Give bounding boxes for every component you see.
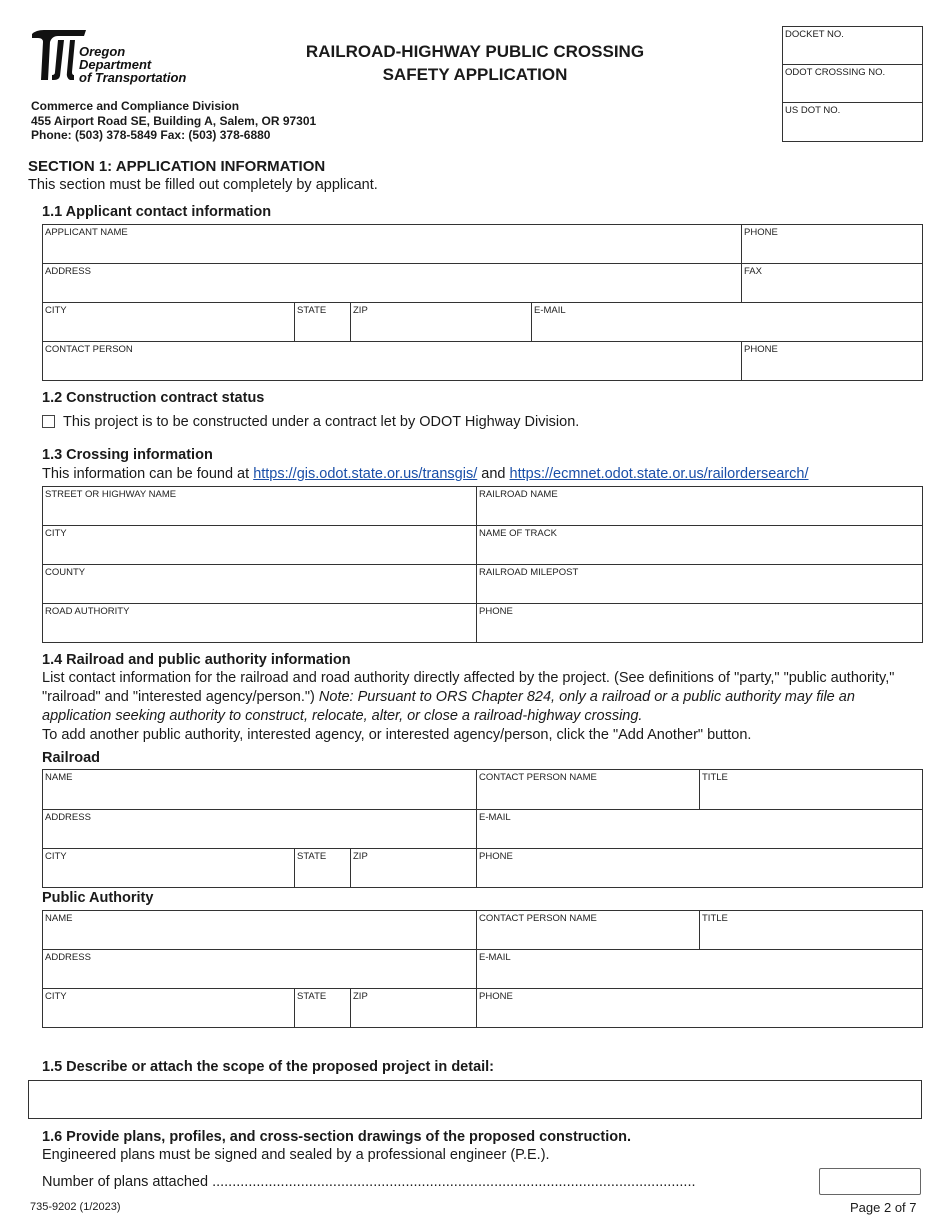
section-1-4-paragraph bbox=[42, 669, 922, 726]
railroad-zip-field[interactable] bbox=[350, 849, 476, 888]
railroad-name-label: RAILROAD NAME bbox=[479, 489, 558, 500]
authority-zip-field[interactable] bbox=[350, 989, 476, 1028]
street-name-field[interactable] bbox=[43, 487, 476, 525]
track-name-field[interactable] bbox=[476, 526, 922, 564]
applicant-state-field[interactable] bbox=[294, 303, 350, 341]
office-use-box bbox=[782, 26, 923, 142]
road-authority-field[interactable] bbox=[43, 604, 476, 643]
section-1-6-title: 1.6 Provide plans, profiles, and cross-section drawings of the proposed construction. bbox=[42, 1129, 631, 1145]
railroad-title-field[interactable] bbox=[699, 770, 922, 809]
page-number: Page 2 of 7 bbox=[850, 1200, 917, 1215]
crossing-no-field[interactable] bbox=[783, 65, 922, 103]
road-authority-phone-label: PHONE bbox=[479, 606, 513, 617]
railroad-phone-field[interactable] bbox=[476, 849, 922, 888]
crossing-info-intro bbox=[42, 465, 809, 484]
contact-phone-field[interactable] bbox=[741, 342, 922, 381]
applicant-zip-label: ZIP bbox=[353, 305, 368, 316]
crossing-city-field[interactable] bbox=[43, 526, 476, 564]
agency-phone-fax: Phone: (503) 378-5849 Fax: (503) 378-6880 bbox=[31, 128, 271, 142]
plans-attached-label: Number of plans attached ........................................................................................................................ bbox=[42, 1174, 696, 1190]
railroad-email-field[interactable] bbox=[476, 810, 922, 848]
road-authority-label: ROAD AUTHORITY bbox=[45, 606, 130, 617]
authority-contact-name-field[interactable] bbox=[476, 911, 699, 949]
usdot-no-label: US DOT NO. bbox=[785, 105, 841, 116]
agency-address-block bbox=[31, 99, 316, 143]
railroad-zip-label: ZIP bbox=[353, 851, 368, 862]
section-1-title: SECTION 1: APPLICATION INFORMATION bbox=[28, 158, 326, 175]
railroad-state-field[interactable] bbox=[294, 849, 350, 888]
crossing-info-grid bbox=[42, 486, 923, 643]
railroad-info-grid bbox=[42, 769, 923, 888]
authority-phone-label: PHONE bbox=[479, 991, 513, 1002]
authority-name-label: NAME bbox=[45, 913, 73, 924]
transgis-link[interactable]: https://gis.odot.state.or.us/transgis/ bbox=[253, 466, 478, 482]
public-authority-grid bbox=[42, 910, 923, 1028]
form-title-line-2: SAFETY APPLICATION bbox=[382, 65, 568, 84]
applicant-address-field[interactable] bbox=[43, 264, 741, 302]
applicant-name-label: APPLICANT NAME bbox=[45, 227, 128, 238]
applicant-email-label: E-MAIL bbox=[534, 305, 566, 316]
logo-line-2: Department bbox=[79, 57, 152, 72]
milepost-field[interactable] bbox=[476, 565, 922, 603]
street-name-label: STREET OR HIGHWAY NAME bbox=[45, 489, 177, 500]
odot-contract-label: This project is to be constructed under a contract let by ODOT Highway Division. bbox=[63, 414, 580, 430]
railroad-address-label: ADDRESS bbox=[45, 812, 91, 823]
authority-city-label: CITY bbox=[45, 991, 67, 1002]
ors-note: Note: Pursuant to ORS Chapter 824, only a railroad or a public authority may file an application seeking authority to construct, relocate, alter, or close a railroad-highway crossing. bbox=[42, 689, 855, 724]
add-another-note: To add another public authority, interested agency, or interested agency/person, click the "Add Another" button. bbox=[42, 727, 752, 743]
authority-title-label: TITLE bbox=[702, 913, 728, 924]
crossing-city-label: CITY bbox=[45, 528, 67, 539]
odot-contract-option[interactable] bbox=[42, 413, 579, 432]
authority-address-label: ADDRESS bbox=[45, 952, 91, 963]
road-authority-phone-field[interactable] bbox=[476, 604, 922, 643]
applicant-phone-label: PHONE bbox=[744, 227, 778, 238]
agency-address: 455 Airport Road SE, Building A, Salem, OR 97301 bbox=[31, 113, 317, 128]
county-label: COUNTY bbox=[45, 567, 86, 578]
agency-logo-text bbox=[79, 45, 186, 84]
railroad-state-label: STATE bbox=[297, 851, 327, 862]
division-name: Commerce and Compliance Division bbox=[31, 99, 240, 113]
railroad-city-field[interactable] bbox=[43, 849, 294, 888]
railroad-email-label: E-MAIL bbox=[479, 812, 511, 823]
authority-address-field[interactable] bbox=[43, 950, 476, 988]
county-field[interactable] bbox=[43, 565, 476, 603]
pe-seal-note: Engineered plans must be signed and sealed by a professional engineer (P.E.). bbox=[42, 1147, 550, 1163]
applicant-email-field[interactable] bbox=[531, 303, 922, 341]
railorder-search-link[interactable]: https://ecmnet.odot.state.or.us/railordersearch/ bbox=[509, 466, 809, 482]
railroad-contact-name-field[interactable] bbox=[476, 770, 699, 809]
logo-line-1: Oregon bbox=[79, 44, 126, 59]
section-1-4-text: List contact information for the railroad and road authority directly affected by the project. (See definitions of "party," "public authority," "railroad" and "interested agency/person.") bbox=[42, 670, 895, 705]
section-1-intro: This section must be filled out completely by applicant. bbox=[28, 177, 378, 193]
milepost-label: RAILROAD MILEPOST bbox=[479, 567, 579, 578]
form-title-line-1: RAILROAD-HIGHWAY PUBLIC CROSSING bbox=[305, 42, 645, 61]
crossing-no-label: ODOT CROSSING NO. bbox=[785, 67, 886, 78]
railroad-address-field[interactable] bbox=[43, 810, 476, 848]
section-1-3-title: 1.3 Crossing information bbox=[42, 447, 213, 463]
applicant-zip-field[interactable] bbox=[350, 303, 531, 341]
logo-line-3: of Transportation bbox=[79, 70, 187, 85]
applicant-state-label: STATE bbox=[297, 305, 327, 316]
applicant-address-label: ADDRESS bbox=[45, 266, 91, 277]
contact-person-field[interactable] bbox=[43, 342, 741, 381]
section-1-1-title: 1.1 Applicant contact information bbox=[42, 204, 272, 220]
authority-contact-name-label: CONTACT PERSON NAME bbox=[479, 913, 597, 924]
applicant-city-field[interactable] bbox=[43, 303, 294, 341]
section-1-4-title: 1.4 Railroad and public authority information bbox=[42, 652, 351, 668]
track-name-label: NAME OF TRACK bbox=[479, 528, 557, 539]
section-1-2-title: 1.2 Construction contract status bbox=[42, 390, 265, 406]
authority-city-field[interactable] bbox=[43, 989, 294, 1028]
applicant-fax-field[interactable] bbox=[741, 264, 922, 302]
applicant-name-field[interactable] bbox=[43, 225, 741, 263]
authority-name-field[interactable] bbox=[43, 911, 476, 949]
applicant-city-label: CITY bbox=[45, 305, 67, 316]
railroad-phone-label: PHONE bbox=[479, 851, 513, 862]
authority-email-field[interactable] bbox=[476, 950, 922, 988]
railroad-contact-name-label: CONTACT PERSON NAME bbox=[479, 772, 597, 783]
railroad-title-label: TITLE bbox=[702, 772, 728, 783]
authority-state-field[interactable] bbox=[294, 989, 350, 1028]
railroad-name-field[interactable] bbox=[476, 487, 922, 525]
railroad-org-name-label: NAME bbox=[45, 772, 73, 783]
railroad-city-label: CITY bbox=[45, 851, 67, 862]
form-title bbox=[250, 40, 700, 86]
applicant-fax-label: FAX bbox=[744, 266, 762, 277]
authority-email-label: E-MAIL bbox=[479, 952, 511, 963]
docket-no-label: DOCKET NO. bbox=[785, 29, 844, 40]
railroad-org-name-field[interactable] bbox=[43, 770, 476, 809]
authority-title-field[interactable] bbox=[699, 911, 922, 949]
contact-phone-label: PHONE bbox=[744, 344, 778, 355]
usdot-no-field[interactable] bbox=[783, 103, 922, 141]
authority-state-label: STATE bbox=[297, 991, 327, 1002]
applicant-phone-field[interactable] bbox=[741, 225, 922, 263]
odot-contract-checkbox[interactable] bbox=[42, 415, 55, 428]
applicant-contact-grid bbox=[42, 224, 923, 381]
crossing-intro-mid: and bbox=[477, 466, 510, 482]
railroad-heading: Railroad bbox=[42, 750, 101, 766]
crossing-intro-prefix: This information can be found at bbox=[42, 466, 254, 482]
contact-person-label: CONTACT PERSON bbox=[45, 344, 133, 355]
authority-phone-field[interactable] bbox=[476, 989, 922, 1028]
project-scope-input[interactable] bbox=[28, 1080, 922, 1119]
public-authority-heading: Public Authority bbox=[42, 890, 154, 906]
docket-no-field[interactable] bbox=[783, 27, 922, 65]
authority-zip-label: ZIP bbox=[353, 991, 368, 1002]
section-1-5-title: 1.5 Describe or attach the scope of the proposed project in detail: bbox=[42, 1059, 495, 1075]
form-number: 735-9202 (1/2023) bbox=[30, 1201, 121, 1213]
plans-count-input[interactable] bbox=[819, 1168, 921, 1195]
